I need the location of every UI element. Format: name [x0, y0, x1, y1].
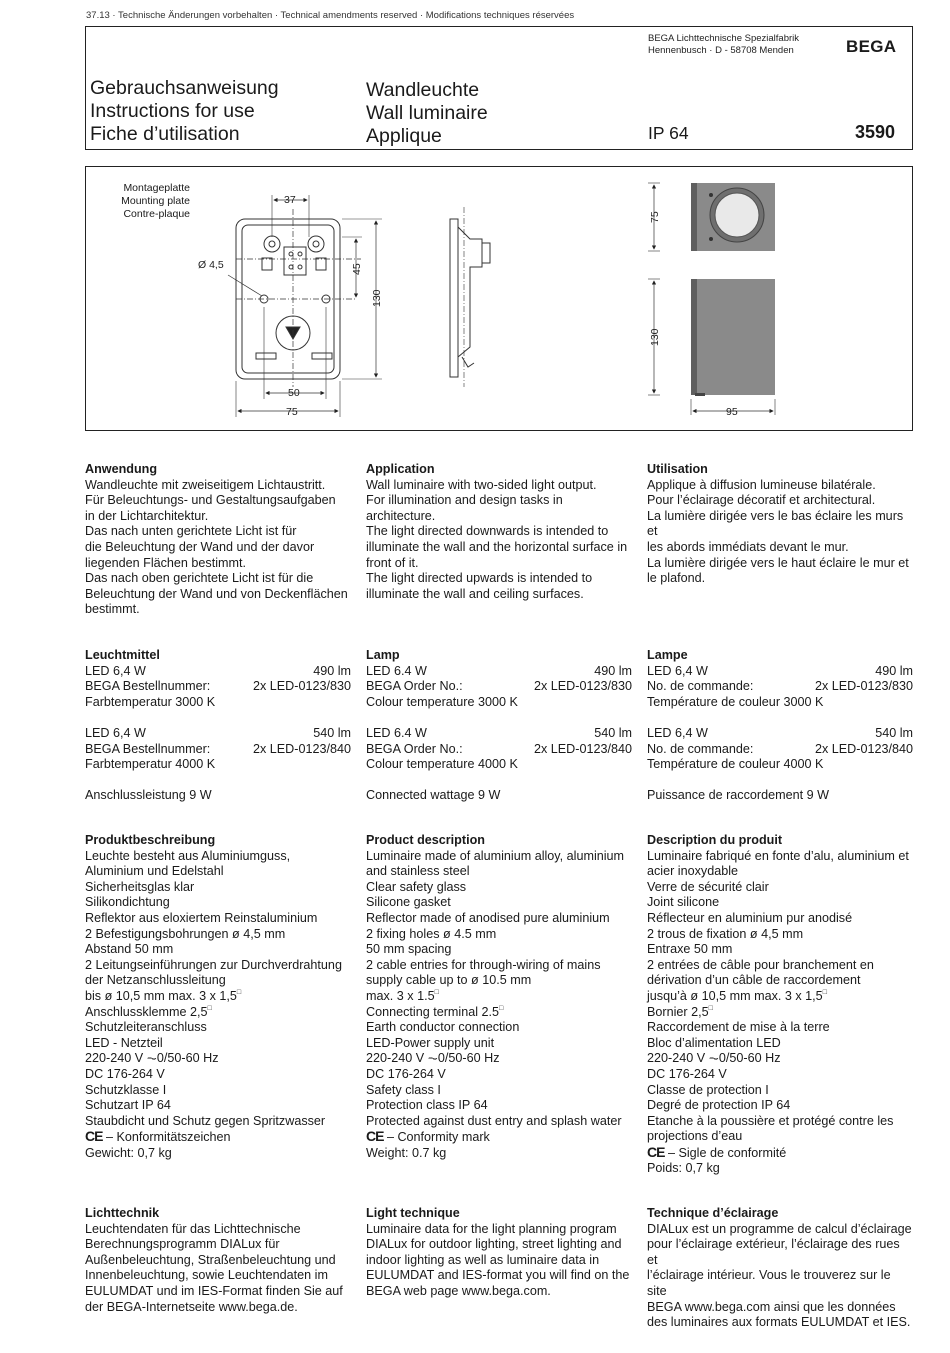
dim-hole: Ø 4,5 — [198, 259, 224, 271]
side-dim-130: 130 — [649, 328, 661, 346]
mounting-plate-label: Montageplatte Mounting plate Contre-plaque — [121, 182, 190, 220]
section-light-fr: Technique d’éclairage DIALux est un programme de calcul d’éclairage pour l’éclairage extérieur, l’éclairage des rues et l’éclairage intérieur. Vous le trouverez sur le site BEGA www.bega.com ainsi que les données des luminaires aux formats EULUMDAT et IES. — [647, 1206, 912, 1330]
top-note: 37.13 · Technische Änderungen vorbehalten · Technical amendments reserved · Modifications techniques réservées — [86, 10, 575, 21]
ip-rating: IP 64 — [648, 123, 689, 143]
section-product-de: Produktbeschreibung Leuchte besteht aus Aluminiumguss, Aluminium und Edelstahl Sicherheitsglas klar Silikondichtung Reflektor aus eloxiertem Reinstaluminium 2 Befestigungsbohrungen ø 4,5 mm Abstand 50 mm 2 Leitungseinführungen zur Durchverdrahtung der Netzanschlussleitung bis ø 10,5 mm max. 3 x 1,5□ Anschlussklemme 2,5□ Schutzleiteranschluss LED - Netzteil 220-240 V ⏦0/50-60 Hz DC 176-264 V Schutzklasse I Schutzart IP 64 Staubdicht und Schutz gegen Spritzwasser CE – Konformitätszeichen Gewicht: 0,7 kg — [85, 833, 342, 1160]
company-line-2: Hennenbusch · D - 58708 Menden — [648, 44, 794, 56]
ce-mark-icon: CE — [647, 1143, 665, 1160]
ac-dc-icon: ⏦ — [146, 1051, 157, 1066]
technical-drawing — [85, 166, 913, 431]
cable-entry-right — [308, 236, 324, 252]
product-title-fr: Applique — [366, 125, 442, 147]
side-profile — [450, 219, 458, 377]
product-title-en: Wall luminaire — [366, 102, 488, 124]
company-line-1: BEGA Lichttechnische Spezialfabrik — [648, 33, 800, 44]
section-lamp-fr: Lampe LED 6,4 W 490 lm No. de commande: 2x LED-0123/830 Température de couleur 3000 K LED 6,4 W 540 lm No. de commande: 2x LED-0123/840 Température de couleur 4000 K Puissance de raccordement 9 W — [647, 648, 913, 803]
section-product-en: Product description Luminaire made of aluminium alloy, aluminium and stainless steel Clear safety glass Silicone gasket Reflector made of anodised pure aluminium 2 fixing holes ø 4.5 mm 50 mm spacing 2 cable entries for through-wiring of mains supply cable up to ø 10.5 mm max. 3 x 1.5□ Connecting terminal 2.5□ Earth conductor connection LED-Power supply unit 220-240 V ⏦0/50-60 Hz DC 176-264 V Safety class I Protection class IP 64 Protected against dust entry and splash water CE – Conformity mark Weight: 0.7 kg — [366, 833, 625, 1160]
ac-dc-icon: ⏦ — [427, 1051, 438, 1066]
dim-37: 37 — [284, 194, 296, 206]
doc-title-en: Instructions for use — [90, 100, 255, 122]
cable-entry-left — [264, 236, 280, 252]
dim-50: 50 — [288, 387, 300, 399]
doc-title-de: Gebrauchsanweisung — [90, 77, 279, 99]
side-dim-95: 95 — [726, 406, 738, 418]
section-light-en: Light technique Luminaire data for the light planning program DIALux for outdoor lighting, street lighting and indoor lighting as well as luminaire data in EULUMDAT and IES-format you will find on the BEGA web page www.bega.com. — [366, 1206, 630, 1298]
luminaire-front-view — [691, 279, 775, 395]
brand-logo: BEGA — [846, 37, 897, 56]
product-title — [366, 79, 488, 148]
doc-title — [90, 77, 279, 146]
dim-75: 75 — [286, 406, 298, 418]
ce-mark-icon: CE — [366, 1128, 384, 1145]
article-number: 3590 — [855, 122, 896, 142]
heading: Anwendung — [85, 462, 158, 476]
section-lamp-de: Leuchtmittel LED 6,4 W 490 lm BEGA Bestellnummer: 2x LED-0123/830 Farbtemperatur 3000 K LED 6,4 W 540 lm BEGA Bestellnummer: 2x LED-0123/840 Farbtemperatur 4000 K Anschlussleistung 9 W — [85, 648, 351, 803]
terminal-block — [284, 247, 306, 275]
section-product-fr: Description du produit Luminaire fabriqué en fonte d’alu, aluminium et acier inoxydable Verre de sécurité clair Joint silicone Réflecteur en aluminium pur anodisé 2 trous de fixation ø 4,5 mm Entraxe 50 mm 2 entrées de câble pour branchement en dérivation d’un câble de raccordement jusqu’à ø 10,5 mm max. 3 x 1,5□ Bornier 2,5□ Raccordement de mise à la terre Bloc d’alimentation LED 220-240 V ⏦0/50-60 Hz DC 176-264 V Classe de protection I Degré de protection IP 64 Etanche à la poussière et protégé contre les projections d’eau CE – Sigle de conformité Poids: 0,7 kg — [647, 833, 909, 1176]
ce-mark-icon: CE — [85, 1128, 103, 1145]
drawing-svg — [86, 167, 914, 432]
section-lamp-en: Lamp LED 6.4 W 490 lm BEGA Order No.: 2x LED-0123/830 Colour temperature 3000 K LED 6.4 W 540 lm BEGA Order No.: 2x LED-0123/840 Colour temperature 4000 K Connected wattage 9 W — [366, 648, 632, 803]
product-title-de: Wandleuchte — [366, 79, 480, 101]
section-light-de: Lichttechnik Leuchtendaten für das Lichttechnische Berechnungsprogramm DIALux für Außenbeleuchtung, Straßenbeleuchtung und Innenbeleuchtung, sowie Leuchtendaten im EULUMDAT und im IES-Format finden Sie auf der BEGA-Internetseite www.bega.de. — [85, 1206, 343, 1314]
dim-130: 130 — [371, 289, 383, 307]
ac-dc-icon: ⏦ — [708, 1051, 719, 1066]
doc-title-fr: Fiche d’utilisation — [90, 123, 240, 145]
dim-45: 45 — [351, 263, 363, 275]
section-application-en: Application Wall luminaire with two-sided light output. For illumination and design tasks in architecture. The light directed downwards is intended to illuminate the wall and the horizontal surface in front of it. The light directed upwards is intended to illuminate the wall and ceiling surfaces. — [366, 462, 628, 601]
company-address — [648, 33, 799, 56]
side-dim-75: 75 — [649, 211, 661, 223]
section-application-fr: Utilisation Applique à diffusion lumineuse bilatérale. Pour l’éclairage décoratif et architectural. La lumière dirigée vers le bas éclaire les murs et les abords immédiats devant le mur. La lumière dirigée vers le haut éclaire le mur et le plafond. — [647, 462, 909, 586]
section-application-de: Anwendung Wandleuchte mit zweiseitigem Lichtaustritt. Für Beleuchtungs- und Gestaltungsaufgaben in der Lichtarchitektur. Das nach unten gerichtete Licht ist für die Beleuchtung der Wand und der davor liegenden Flächen bestimmt. Das nach oben gerichtete Licht ist für die Beleuchtung der Wand und von Deckenflächen bestimmt. — [85, 462, 351, 618]
